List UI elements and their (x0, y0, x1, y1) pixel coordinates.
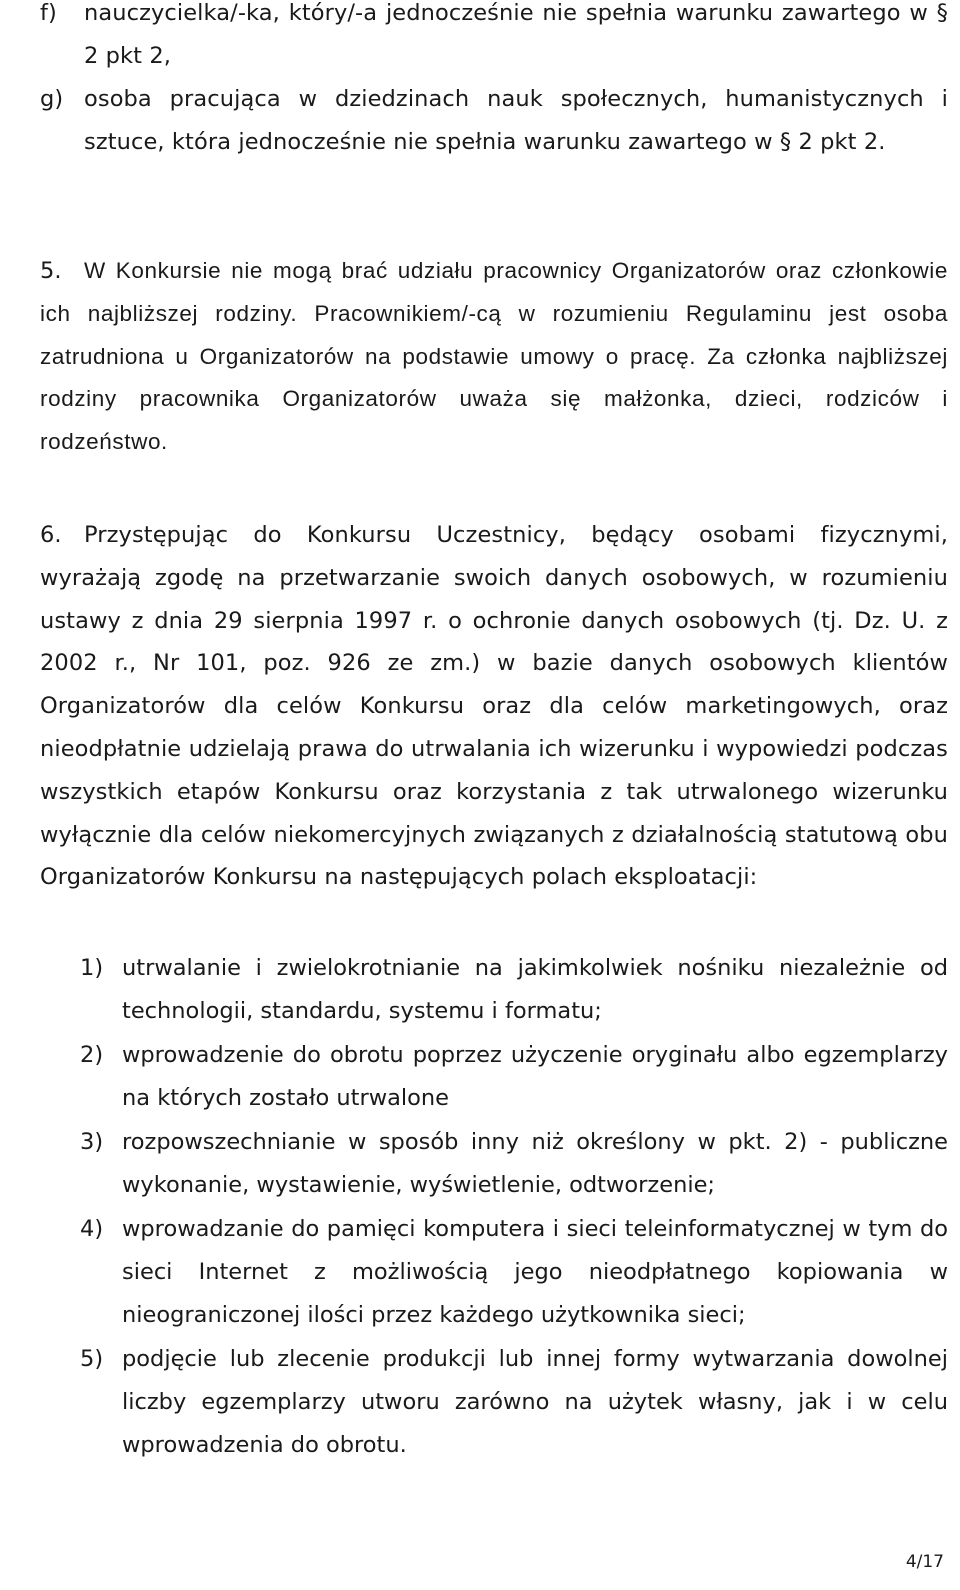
list-marker: g) (40, 86, 64, 112)
field-text: wprowadzanie do pamięci komputera i sieci teleinformatycznej w tym do sieci Internet z możliwością jego nieodpłatnego kopiowania w nieograniczonej ilości przez każdego użytkownika sieci; (122, 1216, 948, 1328)
field-item-1 (80, 947, 948, 1033)
field-marker: 3) (80, 1129, 104, 1155)
field-text: podjęcie lub zlecenie produkcji lub innej formy wytwarzania dowolnej liczby egzemplarzy utworu zarówno na użytek własny, jak i w celu wprowadzenia do obrotu. (122, 1346, 948, 1458)
field-item-4 (80, 1208, 948, 1336)
list-item-text: osoba pracująca w dziedzinach nauk społecznych, humanistycznych i sztuce, która jednocześnie nie spełnia warunku zawartego w § 2 pkt 2. (84, 86, 948, 155)
page-number: 4/17 (905, 1552, 944, 1572)
field-item-3 (80, 1121, 948, 1207)
field-marker: 2) (80, 1042, 104, 1068)
field-text: wprowadzenie do obrotu poprzez użyczenie oryginału albo egzemplarzy na których zostało utrwalone (122, 1042, 948, 1111)
field-marker: 5) (80, 1346, 104, 1372)
section-number: 6. (40, 522, 62, 548)
field-text: rozpowszechnianie w sposób inny niż określony w pkt. 2) - publiczne wykonanie, wystawienie, wyświetlenie, odtworzenie; (122, 1129, 948, 1198)
list-marker: f) (40, 0, 57, 26)
section-text: Przystępując do Konkursu Uczestnicy, będący osobami fizycznymi, wyrażają zgodę na przetwarzanie swoich danych osobowych, w rozumieniu ustawy z dnia 29 sierpnia 1997 r. o ochronie danych osobowych (tj. Dz. U. z 2002 r., Nr 101, poz. 926 ze zm.) w bazie danych osobowych klientów Organizatorów dla celów Konkursu oraz dla celów marketingowych, oraz nieodpłatnie udzielają prawa do utrwalania ich wizerunku i wypowiedzi podczas wszystkich etapów Konkursu oraz korzystania z tak utrwalonego wizerunku wyłącznie dla celów niekomercyjnych związanych z działalnością statutową obu Organizatorów Konkursu na następujących polach eksploatacji: (40, 522, 948, 891)
field-marker: 1) (80, 955, 104, 981)
section-number: 5. (40, 258, 62, 284)
field-item-5 (80, 1338, 948, 1466)
section-text: W Konkursie nie mogą brać udziału pracownicy Organizatorów oraz członkowie ich najbliższej rodziny. Pracownikiem/-cą w rozumieniu Regulaminu jest osoba zatrudniona u Organizatorów na podstawie umowy o pracę. Za członka najbliższej rodziny pracownika Organizatorów uważa się małżonka, dzieci, rodziców i rodzeństwo. (40, 258, 948, 455)
list-item-g (40, 78, 948, 164)
field-text: utrwalanie i zwielokrotnianie na jakimkolwiek nośniku niezależnie od technologii, standardu, systemu i formatu; (122, 955, 948, 1024)
section-6 (40, 514, 948, 899)
list-item-f (40, 0, 948, 78)
field-marker: 4) (80, 1216, 104, 1242)
field-item-2 (80, 1034, 948, 1120)
section-5 (40, 250, 948, 464)
list-item-text: nauczycielka/-ka, który/-a jednocześnie nie spełnia warunku zawartego w § 2 pkt 2, (84, 0, 948, 69)
